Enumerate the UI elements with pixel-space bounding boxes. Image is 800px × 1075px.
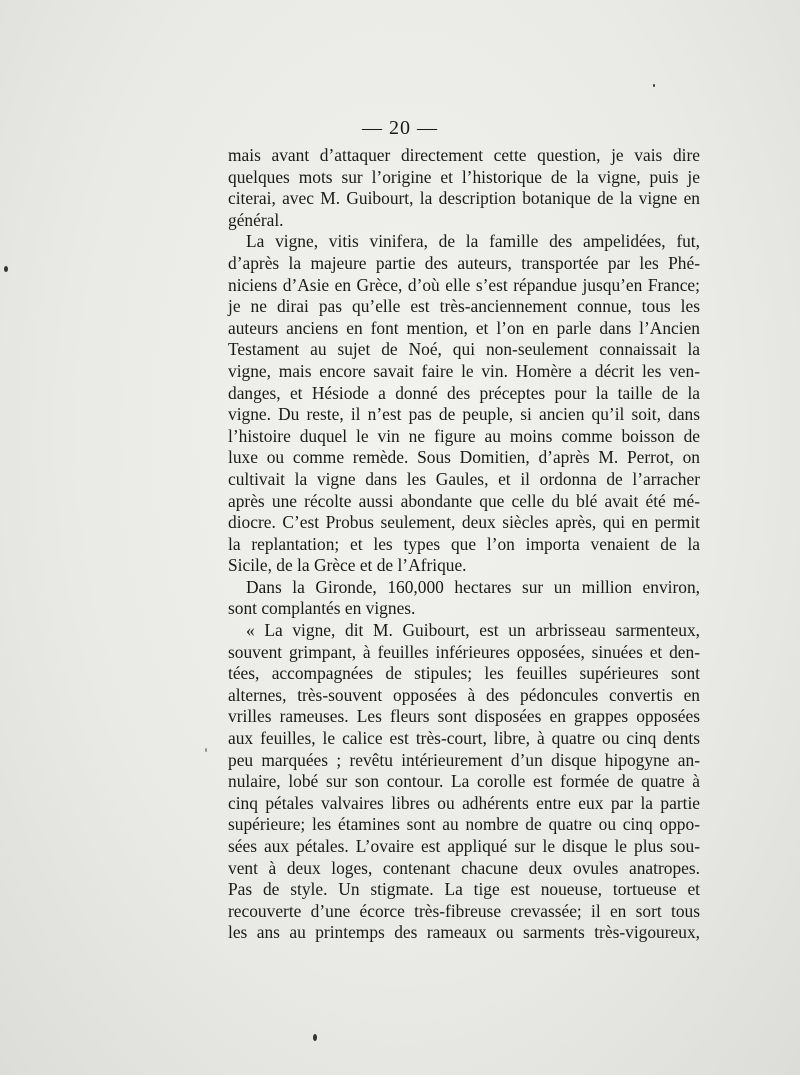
text-line: Dans la Gironde, 160,000 hectares sur un million environ,: [246, 576, 700, 597]
text-line: sont complantés en vignes.: [228, 598, 416, 619]
text-line: je ne dirai pas qu’elle est très-anciennement connue, tous les: [228, 296, 700, 317]
ink-speck: [4, 266, 8, 272]
text-line: tées, accompagnées de stipules; les feuilles supérieures sont: [228, 663, 700, 684]
text-line: aux feuilles, le calice est très-court, libre, à quatre ou cinq dents: [228, 728, 700, 749]
text-line: la replantation; et les types que l’on importa venaient de la: [228, 533, 700, 554]
text-line: quelques mots sur l’origine et l’historique de la vigne, puis je: [228, 166, 700, 187]
text-line: nulaire, lobé sur son contour. La corolle est formée de quatre à: [228, 771, 700, 792]
text-line: auteurs anciens en font mention, et l’on en parle dans l’Ancien: [228, 317, 700, 338]
ink-speck: [205, 748, 207, 752]
text-line: d’après la majeure partie des auteurs, transportée par les Phé-: [228, 252, 700, 273]
ink-speck: [653, 84, 655, 87]
text-line: recouverte d’une écorce très-fibreuse crevassée; il en sort tous: [228, 900, 700, 921]
text-line: peu marquées ; revêtu intérieurement d’un disque hipogyne an-: [228, 749, 700, 770]
text-line: souvent grimpant, à feuilles inférieures opposées, sinuées et den-: [228, 641, 700, 662]
text-line: « La vigne, dit M. Guibourt, est un arbrisseau sarmenteux,: [246, 620, 700, 641]
text-line: vent à deux loges, contenant chacune deux ovules anatropes.: [228, 857, 700, 878]
text-line: vrilles rameuses. Les fleurs sont disposées en grappes opposées: [228, 706, 700, 727]
text-line: niciens d’Asie en Grèce, d’où elle s’est répandue jusqu’en France;: [228, 274, 700, 295]
text-line: vigne, mais encore savait faire le vin. Homère a décrit les ven-: [228, 360, 700, 381]
text-line: citerai, avec M. Guibourt, la description botanique de la vigne en: [228, 188, 700, 209]
text-line: sées aux pétales. L’ovaire est appliqué sur le disque le plus sou-: [228, 836, 700, 856]
text-line: mais avant d’attaquer directement cette question, je vais dire: [228, 145, 700, 165]
text-line: supérieure; les étamines sont au nombre de quatre ou cinq oppo-: [228, 814, 700, 835]
text-line: danges, et Hésiode a donné des préceptes pour la taille de la: [228, 382, 700, 403]
text-line: cinq pétales valvaires libres ou adhérents entre eux par la partie: [228, 792, 700, 813]
page-number-header: — 20 —: [362, 117, 438, 139]
text-line: luxe ou comme remède. Sous Domitien, d’après M. Perrot, on: [228, 447, 700, 468]
ink-speck: [313, 1034, 317, 1041]
text-line: diocre. C’est Probus seulement, deux siècles après, qui en permit: [228, 512, 700, 533]
text-line: cultivait la vigne dans les Gaules, et il ordonna de l’arracher: [228, 468, 700, 489]
text-line: les ans au printemps des rameaux ou sarments très-vigoureux,: [228, 922, 700, 943]
text-line: vigne. Du reste, il n’est pas de peuple, si ancien qu’il soit, dans: [228, 404, 700, 425]
text-line: après une récolte aussi abondante que celle du blé avait été mé-: [228, 490, 700, 511]
text-line: l’histoire duquel le vin ne figure au moins comme boisson de: [228, 425, 700, 446]
text-line: général.: [228, 209, 284, 230]
text-line: Pas de style. Un stigmate. La tige est noueuse, tortueuse et: [228, 879, 700, 900]
body-text: [228, 145, 700, 944]
text-line: La vigne, vitis vinifera, de la famille des ampelidées, fut,: [246, 231, 700, 252]
text-line: Sicile, de la Grèce et de l’Afrique.: [228, 555, 467, 576]
text-line: Testament au sujet de Noé, qui non-seulement connaissait la: [228, 339, 700, 360]
text-line: alternes, très-souvent opposées à des pédoncules convertis en: [228, 684, 700, 705]
